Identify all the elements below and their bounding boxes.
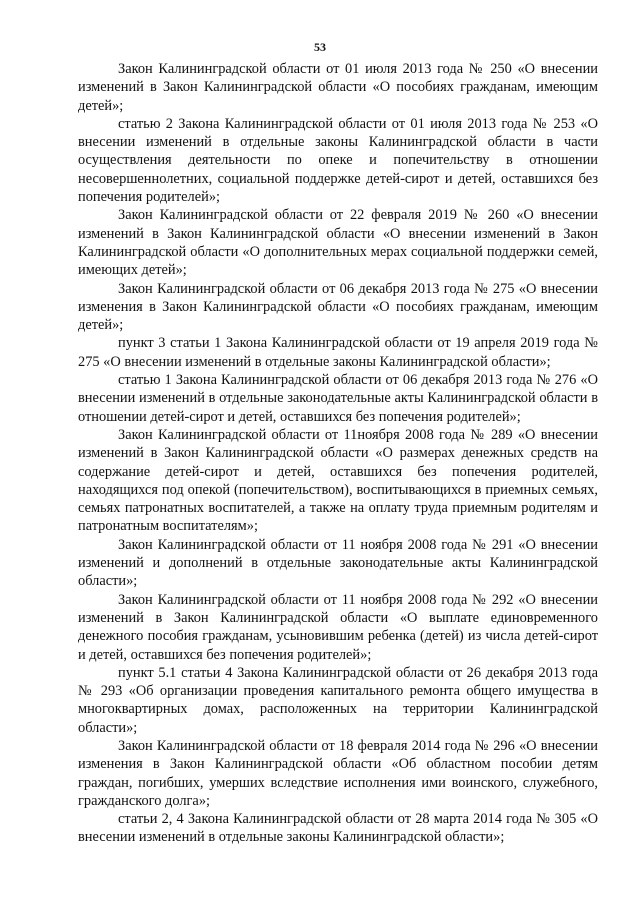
paragraph-law-305: статьи 2, 4 Закона Калининградской области от 28 марта 2014 года № 305 «О внесении изменений в отдельные законы Калининградской области»; <box>78 811 598 846</box>
paragraph-law-275-2013: Закон Калининградской области от 06 декабря 2013 года № 275 «О внесении изменения в Закон Калининградской области «О пособиях гражданам, имеющим детей»; <box>78 280 598 334</box>
paragraph-law-276: статью 1 Закона Калининградской области от 06 декабря 2013 года № 276 «О внесении изменений в отдельные законодательные акты Калининградской области в отношении детей-сирот и детей, оставшихся без попечения родителей»; <box>78 372 598 425</box>
paragraph-law-250: Закон Калининградской области от 01 июля 2013 года № 250 «О внесении изменений в Закон Калининградской области «О пособиях гражданам, имеющим детей»; <box>78 61 598 114</box>
paragraph-law-289: Закон Калининградской области от 11ноября 2008 года № 289 «О внесении изменений в Закон Калининградской области «О размерах денежных средств на содержание детей-сирот и детей, оставшихся без попечения родителей, находящихся под опекой (попечительством), воспитывающихся в приемных семьях, семьях патронатных воспитателей, а также на оплату труда приемным родителям и патронатным воспитателям»; <box>78 426 598 535</box>
paragraph-law-293: пункт 5.1 статьи 4 Закона Калининградской области от 26 декабря 2013 года № 293 «Об организации проведения капитального ремонта общего имущества в многоквартирных домах, расположенных на территории Калининградской области»; <box>78 664 598 736</box>
paragraph-law-292: Закон Калининградской области от 11 ноября 2008 года № 292 «О внесении изменений в Закон Калининградской области «О выплате единовременного денежного пособия гражданам, усыновившим ребенка (детей) из числа детей-сирот и детей, оставшихся без попечения родителей»; <box>78 591 598 663</box>
page-number: 53 <box>314 40 326 54</box>
paragraph-law-296: Закон Калининградской области от 18 февраля 2014 года № 296 «О внесении изменения в Закон Калининградской области «Об областном пособии детям граждан, погибших, умерших вследствие исполнения ими воинского, служебного, гражданского долга»; <box>78 737 598 809</box>
paragraph-law-291: Закон Калининградской области от 11 ноября 2008 года № 291 «О внесении изменений и дополнений в отдельные законодательные акты Калининградской области»; <box>78 536 598 590</box>
paragraph-law-253: статью 2 Закона Калининградской области от 01 июля 2013 года № 253 «О внесении изменений в отдельные законы Калининградской области в части осуществления деятельности по опеке и попечительству в отношении несовершеннолетних, социальной поддержке детей-сирот и детей, оставшихся без попечения родителей»; <box>78 115 598 206</box>
paragraph-law-275-2019: пункт 3 статьи 1 Закона Калининградской области от 19 апреля 2019 года № 275 «О внесении изменений в отдельные законы Калининградской области»; <box>78 335 598 370</box>
paragraph-law-260: Закон Калининградской области от 22 февраля 2019 № 260 «О внесении изменений в Закон Калининградской области «О внесении изменений в Закон Калининградской области «О дополнительных мерах социальной поддержки семей, имеющих детей»; <box>78 207 598 279</box>
document-body <box>78 60 598 847</box>
